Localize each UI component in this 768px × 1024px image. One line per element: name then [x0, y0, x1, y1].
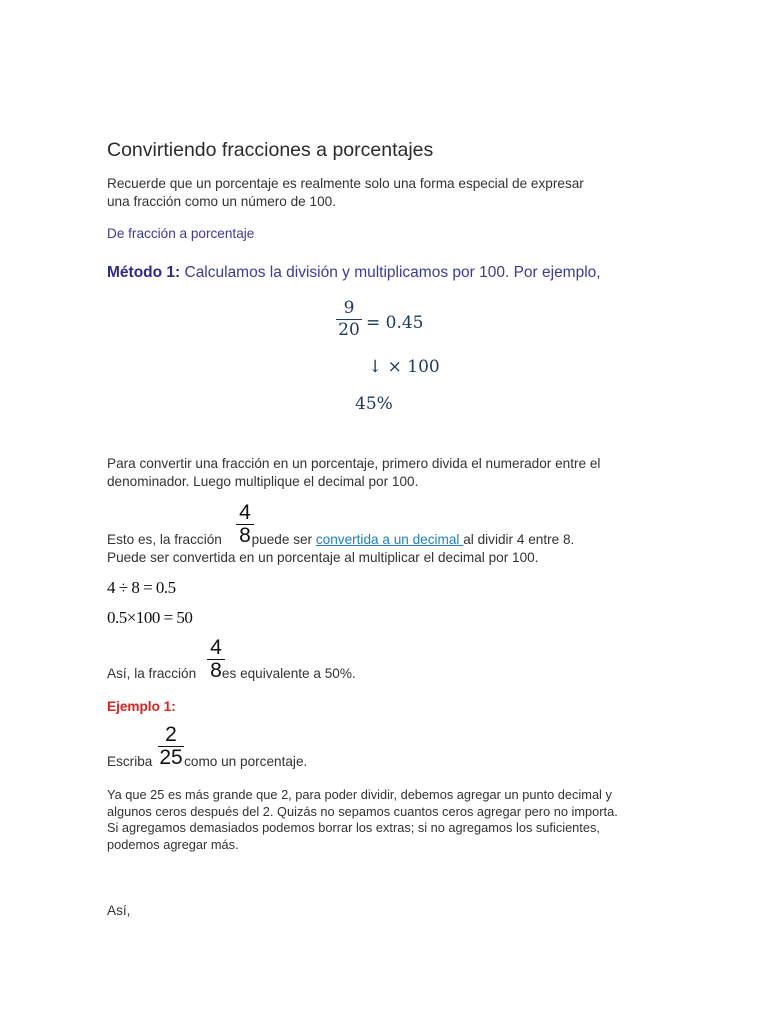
intro-paragraph — [107, 175, 584, 211]
explain-line-1: Para convertir una fracción en un porcentaje, primero divida el numerador entre el — [107, 456, 601, 471]
body-line-3: Si agregamos demasiados podemos borrar los extras; si no agregamos los suficientes, — [107, 820, 600, 835]
intro-line-2: una fracción como un número de 100. — [107, 194, 336, 209]
example-1-prompt — [107, 753, 307, 771]
example-prefix: Escriba — [107, 754, 153, 769]
case-suffix: al dividir 4 entre 8. — [463, 532, 575, 547]
fraction-numerator: 2 — [165, 723, 177, 746]
page-title: Convirtiendo fracciones a porcentajes — [107, 139, 434, 161]
closing-text: Así, — [107, 903, 131, 918]
method-1-heading — [107, 264, 601, 282]
fraction-numerator: 4 — [210, 636, 222, 659]
decimal-result: = 0.45 — [366, 313, 424, 333]
method-label: Método 1: — [107, 264, 181, 281]
example-suffix: como un porcentaje. — [180, 754, 308, 769]
equivalence-line — [107, 665, 356, 683]
fraction-9-20 — [336, 300, 362, 339]
multiply-step: ↓ × 100 — [368, 357, 440, 377]
case-line-2: Puede ser convertida en un porcentaje al multiplicar el decimal por 100. — [107, 550, 539, 565]
method-text: Calculamos la división y multiplicamos por 100. Por ejemplo, — [180, 264, 601, 281]
case-mid: puede ser — [247, 532, 316, 547]
fraction-denominator: 25 — [159, 746, 183, 769]
fraction-numerator: 4 — [239, 501, 251, 524]
fraction-4-8 — [236, 502, 254, 546]
calc-line-multiply: 0.5×100 = 50 — [107, 608, 193, 627]
explain-line-2: denominador. Luego multiplique el decimal por 100. — [107, 474, 419, 489]
calc-line-division: 4 ÷ 8 = 0.5 — [107, 578, 176, 597]
percent-result: 45% — [355, 394, 393, 414]
fraction-2-25 — [158, 724, 184, 768]
case-line-1 — [107, 531, 574, 549]
body-line-1: Ya que 25 es más grande que 2, para poder dividir, debemos agregar un punto decimal y — [107, 787, 612, 802]
body-line-4: podemos agregar más. — [107, 836, 239, 852]
fraction-numerator: 9 — [343, 298, 355, 318]
body-line-2: algunos ceros después del 2. Quizás no sepamos cuantos ceros agregar pero no importa. — [107, 803, 618, 819]
case-prefix: Esto es, la fracción — [107, 532, 222, 547]
equiv-prefix: Así, la fracción — [107, 666, 197, 681]
explain-paragraph — [107, 455, 600, 491]
section-subheading: De fracción a porcentaje — [107, 226, 255, 241]
explanation-paragraph — [107, 787, 618, 853]
intro-line-1: Recuerde que un porcentaje es realmente solo una forma especial de expresar — [107, 176, 584, 191]
fraction-denominator: 8 — [239, 524, 251, 547]
fraction-4-8-equiv — [207, 637, 225, 681]
fraction-denominator: 20 — [338, 320, 360, 340]
decimal-conversion-link[interactable]: convertida a un decimal — [315, 532, 464, 547]
fraction-denominator: 8 — [210, 659, 222, 682]
example-1-heading: Ejemplo 1: — [107, 699, 176, 714]
equiv-suffix: es equivalente a 50%. — [218, 666, 356, 681]
